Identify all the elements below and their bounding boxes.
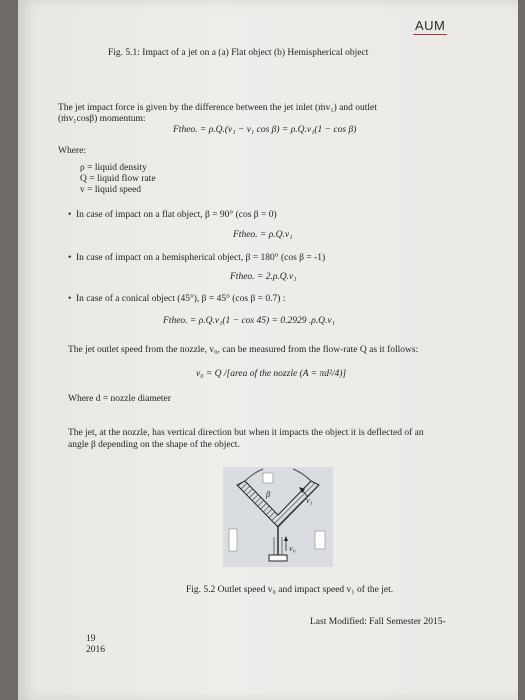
footer-year: 2016: [86, 645, 105, 655]
jet-line-1: The jet, at the nozzle, has vertical direction but when it impacts the object it is deflected of an: [68, 428, 424, 438]
page-number: 19: [86, 634, 96, 644]
bullet-cone: •: [68, 294, 72, 304]
document-page: [18, 0, 518, 700]
case-hemi-label: In case of impact on a hemispherical object, β = 180° (cos β = -1): [76, 253, 326, 263]
figure-label-v1: v₁: [306, 495, 313, 505]
where-label: Where:: [58, 146, 86, 156]
case-flat-label: In case of impact on a flat object, β = 90° (cos β = 0): [76, 210, 277, 220]
intro-line-1: The jet impact force is given by the difference between the jet inlet (ṁv₁) and outlet: [58, 103, 377, 113]
figure-label-beta: β: [266, 489, 271, 499]
nozzle-diameter-definition: Where d = nozzle diameter: [68, 394, 171, 404]
figure-5-2-caption: Fig. 5.2 Outlet speed v₀ and impact speed v₁ of the jet.: [186, 585, 394, 595]
jet-deflection-figure: [223, 467, 333, 567]
case-flat-formula: Ftheo. = ρ.Q.v₁: [233, 230, 293, 240]
where-density: ρ = liquid density: [80, 163, 147, 173]
case-cone-formula: Ftheo. = ρ.Q.v₁(1 − cos 45) = 0.2929 .ρ.Q.v₁: [163, 316, 335, 326]
jet-line-2: angle β depending on the shape of the object.: [68, 440, 240, 450]
where-speed: v = liquid speed: [80, 185, 142, 195]
bullet-flat: •: [68, 210, 72, 220]
figure-label-v0: v₀: [289, 543, 296, 553]
bullet-hemi: •: [68, 253, 72, 263]
last-modified: Last Modified: Fall Semester 2015-: [310, 617, 446, 627]
jet-deflection-sketch: [223, 467, 333, 567]
outlet-speed-text: The jet outlet speed from the nozzle, v₀, can be measured from the flow-rate Q as it follows:: [68, 345, 419, 355]
momentum-formula: Ftheo. = ρ.Q.(v₁ − v₁ cos β) = ρ.Q.v₁(1 − cos β): [173, 125, 357, 135]
intro-line-2: (ṁv₁cosβ) momentum:: [58, 114, 146, 124]
aum-logo: AUM: [415, 18, 446, 33]
figure-5-1-title: Fig. 5.1: Impact of a jet on a (a) Flat object (b) Hemispherical object: [108, 48, 369, 58]
where-flow-rate: Q = liquid flow rate: [80, 174, 156, 184]
case-cone-label: In case of a conical object (45°), β = 45° (cos β = 0.7) :: [76, 294, 286, 304]
case-hemi-formula: Ftheo. = 2.ρ.Q.v₁: [230, 272, 297, 282]
outlet-speed-formula: v₀ = Q /[area of the nozzle (A = πd²/4)]: [196, 369, 347, 379]
